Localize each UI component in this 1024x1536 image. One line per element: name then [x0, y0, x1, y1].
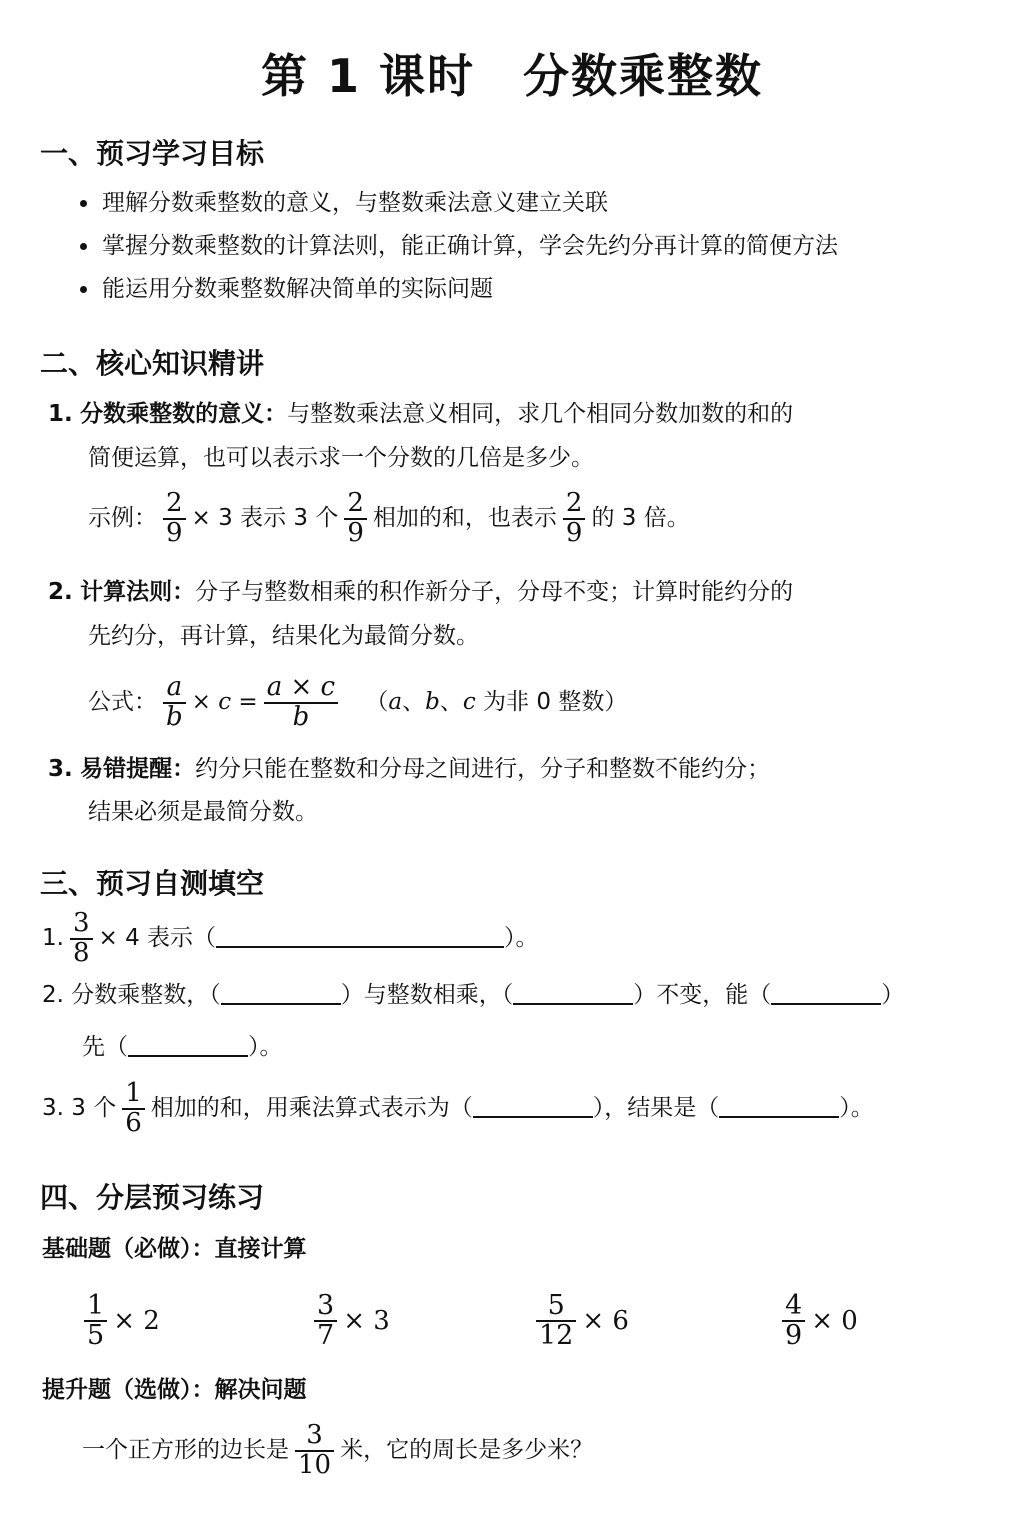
fraction: $\frac{4}{9}$: [782, 1292, 805, 1351]
formula: 公式： $\frac{a}{b}$ × c = $\frac{a \times c}{b}$ （a、b、c 为非 0 整数）: [88, 672, 628, 732]
selftest-question-3: 3. 3 个 $\frac{1}{6}$ 相加的和，用乘法算式表示为（ ），结果是（ ）。: [42, 1078, 874, 1138]
selftest-question-2-line2: 先（ ）。: [82, 1030, 283, 1064]
knowledge-example: 示例： $\frac{2}{9}$ × 3 表示 3 个 $\frac{2}{9}$ 相加的和，也表示 $\frac{2}{9}$ 的 3 倍。: [88, 488, 690, 548]
knowledge-item-3-label: 易错提醒：: [80, 756, 196, 782]
answer-blank[interactable]: [513, 979, 633, 1005]
knowledge-item-1-label: 分数乘整数的意义：: [80, 401, 288, 427]
basic-exercises-label: 基础题（必做）：直接计算: [42, 1236, 307, 1262]
fraction: $\frac{3}{10}$: [295, 1422, 334, 1479]
page-title: 第 1 课时 分数乘整数: [260, 49, 764, 103]
fraction: $\frac{5}{12}$: [536, 1292, 576, 1351]
advanced-exercises-label: 提升题（选做）：解决问题: [42, 1377, 307, 1403]
selftest-question-2: 2. 分数乘整数，（ ）与整数相乘，（ ）不变，能（ ）: [42, 978, 904, 1012]
fraction: $\frac{2}{9}$: [563, 490, 586, 547]
answer-blank[interactable]: [221, 979, 341, 1005]
answer-blank[interactable]: [771, 979, 881, 1005]
exercise-item: $\frac{3}{7}$ × 3: [308, 1292, 390, 1351]
answer-blank[interactable]: [128, 1031, 248, 1057]
fraction: $\frac{2}{9}$: [344, 490, 367, 547]
answer-blank[interactable]: [473, 1092, 593, 1118]
fraction: $\frac{3}{8}$: [70, 910, 93, 967]
fraction: $\frac{1}{6}$: [122, 1080, 145, 1137]
answer-blank[interactable]: [216, 922, 504, 948]
word-problem: 一个正方形的边长是 $\frac{3}{10}$ 米，它的周长是多少米？: [82, 1420, 594, 1480]
goal-item: 掌握分数乘整数的计算法则，能正确计算，学会先约分再计算的简便方法: [78, 229, 838, 272]
section-heading-selftest: 三、预习自测填空: [40, 867, 265, 900]
section-heading-goals: 一、预习学习目标: [40, 137, 265, 170]
knowledge-item-2-line1: 2. 计算法则：分子与整数相乘的积作新分子，分母不变；计算时能约分的: [48, 579, 794, 605]
knowledge-item-2-label: 计算法则：: [80, 579, 196, 605]
exercise-item: $\frac{1}{5}$ × 2: [78, 1292, 160, 1351]
section-heading-knowledge: 二、核心知识精讲: [40, 347, 265, 380]
goal-item: 能运用分数乘整数解决简单的实际问题: [78, 272, 838, 315]
exercise-item: $\frac{4}{9}$ × 0: [776, 1292, 858, 1351]
knowledge-item-1-line1: 1. 分数乘整数的意义：与整数乘法意义相同，求几个相同分数加数的和的: [48, 401, 794, 427]
knowledge-item-3-line2: 结果必须是最简分数。: [88, 799, 318, 825]
knowledge-item-3-line1: 3. 易错提醒：约分只能在整数和分母之间进行，分子和整数不能约分；: [48, 756, 771, 782]
goal-item: 理解分数乘整数的意义，与整数乘法意义建立关联: [78, 186, 838, 229]
fraction: $\frac{a \times c}{b}$: [264, 674, 338, 731]
knowledge-item-2-line2: 先约分，再计算，结果化为最简分数。: [88, 623, 479, 649]
fraction: $\frac{3}{7}$: [314, 1292, 337, 1351]
goals-list: [78, 186, 838, 315]
answer-blank[interactable]: [719, 1092, 839, 1118]
fraction: $\frac{1}{5}$: [84, 1292, 107, 1351]
knowledge-item-1-line2: 简便运算，也可以表示求一个分数的几倍是多少。: [88, 445, 594, 471]
selftest-question-1: 1. $\frac{3}{8}$ × 4 表示（ ）。: [42, 908, 539, 968]
exercise-item: $\frac{5}{12}$ × 6: [530, 1292, 629, 1351]
section-heading-practice: 四、分层预习练习: [40, 1181, 265, 1214]
fraction: $\frac{2}{9}$: [163, 490, 186, 547]
fraction: $\frac{a}{b}$: [163, 674, 186, 731]
